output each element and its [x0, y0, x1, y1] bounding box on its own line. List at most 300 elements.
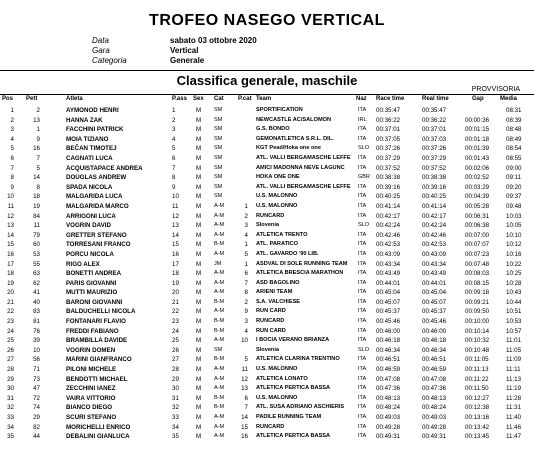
- cell-real-time: 00:36:22: [422, 116, 447, 124]
- cell-atleta: ARRIGONI LUCA: [66, 212, 116, 220]
- cell-cat: A-M: [214, 202, 225, 209]
- cell-real-time: 00:49:31: [422, 433, 447, 441]
- cell-pass: 12: [172, 212, 179, 220]
- cell-naz: ITA: [358, 164, 367, 171]
- cell-gap: 00:07:48: [465, 260, 490, 268]
- cell-sex: M: [196, 375, 202, 383]
- cell-cat: B-M: [214, 404, 225, 411]
- cell-sex: M: [196, 385, 202, 393]
- cell-gap: 00:10:48: [465, 346, 490, 354]
- cell-cat: B-M: [214, 394, 225, 401]
- cell-team: PADILE RUNNING TEAM: [256, 414, 322, 420]
- cell-real-time: 00:46:59: [422, 366, 447, 374]
- cell-sex: M: [196, 327, 202, 335]
- cell-race-time: 00:45:46: [376, 318, 401, 326]
- cell-real-time: 00:38:38: [422, 174, 447, 182]
- table-row: [0, 288, 534, 298]
- cell-media: 10:10: [506, 231, 522, 239]
- cell-media: 08:54: [506, 145, 522, 153]
- cell-pass: 6: [172, 154, 176, 162]
- cell-pass: 4: [172, 135, 176, 143]
- cell-gap: 00:07:23: [465, 250, 490, 258]
- cell-gap: 00:01:39: [465, 145, 490, 153]
- cell-real-time: 00:45:37: [422, 308, 447, 316]
- table-row: [0, 355, 534, 365]
- cell-gap: 00:11:05: [465, 356, 489, 364]
- cell-pass: 30: [172, 385, 179, 393]
- cell-race-time: 00:47:08: [376, 375, 401, 383]
- cell-media: 11:11: [506, 366, 521, 374]
- cell-atleta: TORRESANI FRANCO: [66, 241, 131, 249]
- cell-gap: 00:07:07: [465, 241, 490, 249]
- cell-naz: ITA: [358, 260, 367, 267]
- cell-pos: 34: [7, 423, 14, 431]
- cell-pass: 7: [172, 164, 176, 172]
- cell-gap: 00:11:50: [465, 385, 489, 393]
- cell-pos: 35: [7, 433, 14, 441]
- cell-pos: 5: [10, 145, 14, 153]
- cell-team: S.A. VALCHIESE: [256, 298, 301, 305]
- cell-sex: M: [196, 356, 202, 364]
- cell-sex: M: [196, 414, 202, 421]
- cell-gap: 00:05:28: [465, 202, 490, 210]
- cell-team: U.S. MALONNO: [256, 193, 298, 200]
- cell-race-time: 00:45:04: [376, 289, 401, 297]
- cell-gap: 00:06:38: [465, 222, 490, 230]
- cell-atleta: BALDUCHELLI NICOLA: [66, 308, 136, 316]
- cell-real-time: 00:43:49: [422, 270, 447, 278]
- cell-cat: A-M: [214, 414, 225, 420]
- meta-gara-value: Vertical: [170, 46, 199, 55]
- cell-race-time: 00:49:03: [376, 414, 401, 421]
- cell-pett: 55: [33, 260, 40, 268]
- cell-gap: 00:13:45: [465, 433, 490, 441]
- cell-naz: ITA: [358, 337, 367, 344]
- cell-race-time: 00:46:34: [376, 346, 401, 354]
- cell-media: 10:28: [506, 279, 522, 287]
- cell-race-time: 00:46:51: [376, 356, 401, 364]
- cell-pass: 27: [172, 356, 179, 364]
- cell-atleta: DEBALINI GIANLUCA: [66, 433, 130, 441]
- cell-cat: A-M: [214, 222, 225, 229]
- cell-cat: SM: [214, 346, 223, 353]
- cell-pcat: 9: [244, 308, 248, 316]
- meta-categoria-label: Categoria: [92, 56, 127, 65]
- cell-media: 10:05: [506, 222, 522, 230]
- cell-real-time: 00:46:18: [422, 337, 447, 345]
- cell-real-time: 00:48:24: [422, 404, 447, 412]
- cell-pett: 76: [33, 327, 40, 335]
- cell-pett: 60: [33, 241, 40, 249]
- cell-sex: M: [196, 164, 202, 172]
- cell-gap: 00:01:15: [465, 126, 490, 134]
- cell-pcat: 1: [244, 241, 248, 249]
- cell-atleta: PORCU NICOLA: [66, 250, 114, 258]
- cell-media: 11:05: [506, 346, 522, 354]
- meta-date-row: [92, 36, 257, 46]
- cell-pos: 4: [10, 135, 14, 143]
- cell-sex: M: [196, 433, 202, 441]
- cell-gap: 00:11:22: [465, 375, 489, 383]
- cell-pos: 16: [7, 250, 14, 258]
- cell-atleta: ACQUISTAPACE ANDREA: [66, 164, 143, 172]
- cell-real-time: 00:42:17: [422, 212, 447, 220]
- cell-pcat: 16: [241, 433, 248, 441]
- cell-gap: 00:13:42: [465, 423, 490, 431]
- table-row: [0, 279, 534, 289]
- cell-atleta: RIGO ALEX: [66, 260, 100, 268]
- cell-pos: 14: [7, 231, 14, 239]
- cell-naz: IRL: [358, 116, 367, 123]
- col-gap: Gap: [472, 96, 484, 102]
- cell-naz: ITA: [358, 135, 367, 142]
- cell-pass: 13: [172, 222, 179, 230]
- cell-naz: SLO: [358, 222, 370, 229]
- cell-pcat: 1: [244, 260, 248, 268]
- table-row: [0, 298, 534, 308]
- cell-sex: M: [196, 126, 202, 134]
- cell-pos: 24: [7, 327, 14, 335]
- cell-pett: 10: [33, 346, 40, 354]
- cell-pos: 8: [10, 174, 14, 182]
- cell-media: 09:11: [506, 174, 522, 182]
- cell-cat: SM: [214, 116, 223, 123]
- cell-cat: A-M: [214, 270, 225, 277]
- cell-pass: 20: [172, 289, 179, 297]
- cell-gap: 00:10:32: [465, 337, 490, 345]
- cell-atleta: CAGNATI LUCA: [66, 154, 113, 162]
- cell-pass: 26: [172, 346, 179, 354]
- cell-team: ATLETICA CLARINA TRENTINO: [256, 356, 340, 363]
- cell-team: RUNCARD: [256, 423, 285, 430]
- cell-pcat: 4: [244, 327, 248, 335]
- cell-pass: 34: [172, 423, 179, 431]
- cell-pos: 25: [7, 337, 14, 345]
- cell-naz: SLO: [358, 145, 370, 152]
- cell-team: RUNCARD: [256, 318, 285, 325]
- cell-team: KGT Pead/Hoka one one: [256, 145, 321, 152]
- cell-team: ASD BAGOLINO: [256, 279, 300, 286]
- cell-media: 09:48: [506, 202, 522, 210]
- cell-real-time: 00:42:53: [422, 241, 447, 249]
- cell-cat: A-M: [214, 250, 225, 257]
- cell-pett: 8: [36, 183, 40, 191]
- cell-cat: A-M: [214, 212, 225, 219]
- cell-cat: A-M: [214, 231, 225, 238]
- cell-naz: ITA: [358, 414, 367, 420]
- cell-pos: 10: [7, 193, 14, 201]
- cell-media: 10:22: [506, 260, 522, 268]
- cell-pett: 74: [33, 404, 40, 412]
- cell-atleta: GRETTER STEFANO: [66, 231, 127, 239]
- cell-sex: M: [196, 183, 202, 191]
- cell-sex: M: [196, 279, 202, 287]
- cell-cat: A-M: [214, 289, 225, 296]
- cell-atleta: SPADA NICOLA: [66, 183, 113, 191]
- meta-date-label: Data: [92, 36, 109, 45]
- cell-cat: SM: [214, 154, 223, 161]
- cell-sex: M: [196, 212, 202, 220]
- cell-naz: ITA: [358, 366, 367, 373]
- col-pass: P.ass: [172, 96, 187, 102]
- cell-pett: 73: [33, 375, 40, 383]
- cell-naz: ITA: [358, 423, 367, 430]
- cell-race-time: 00:46:00: [376, 327, 401, 335]
- cell-pass: 31: [172, 394, 179, 402]
- cell-real-time: 00:44:01: [422, 279, 447, 287]
- cell-team: U.S. MALONNO: [256, 202, 298, 209]
- cell-race-time: 00:44:01: [376, 279, 401, 287]
- table-row: [0, 212, 534, 222]
- cell-naz: ITA: [358, 289, 367, 296]
- cell-sex: M: [196, 337, 202, 345]
- cell-team: ATLETICA BRESCIA MARATHON: [256, 270, 344, 277]
- cell-real-time: 00:49:03: [422, 414, 447, 421]
- cell-pass: 11: [172, 202, 179, 210]
- cell-gap: 00:08:03: [465, 270, 490, 278]
- table-row: [0, 403, 534, 413]
- cell-atleta: BENDOTTI MICHAEL: [66, 375, 128, 383]
- cell-cat: B-M: [214, 318, 225, 325]
- cell-pett: 29: [33, 414, 40, 421]
- cell-sex: M: [196, 231, 202, 239]
- cell-pett: 56: [33, 356, 40, 364]
- cell-pass: 35: [172, 433, 179, 441]
- cell-pos: 20: [7, 289, 14, 297]
- cell-pcat: 3: [244, 318, 248, 326]
- cell-media: 10:16: [506, 250, 522, 258]
- cell-media: 08:49: [506, 135, 522, 143]
- cell-gap: 00:01:18: [465, 135, 490, 143]
- cell-naz: ITA: [358, 107, 367, 113]
- cell-sex: M: [196, 222, 202, 230]
- cell-real-time: 00:47:08: [422, 375, 447, 383]
- cell-pass: 10: [172, 193, 179, 201]
- cell-media: 10:43: [506, 289, 522, 297]
- cell-race-time: 00:47:36: [376, 385, 401, 393]
- cell-pett: 79: [33, 231, 40, 239]
- cell-team: ARIENI TEAM: [256, 289, 293, 296]
- cell-atleta: VOGRIN DOMEN: [66, 346, 116, 354]
- cell-gap: 00:08:15: [465, 279, 490, 287]
- cell-cat: SM: [214, 174, 223, 181]
- cell-team: ASDVAL DI SOLE RUNNING TEAM: [256, 260, 348, 267]
- cell-sex: M: [196, 346, 202, 354]
- cell-media: 10:51: [506, 308, 522, 316]
- cell-pett: 7: [36, 154, 40, 162]
- event-title: TROFEO NASEGO VERTICAL: [149, 12, 385, 29]
- cell-naz: ITA: [358, 385, 367, 392]
- cell-pcat: 12: [241, 375, 248, 383]
- table-row: [0, 269, 534, 279]
- cell-race-time: 00:49:31: [376, 433, 401, 441]
- cell-pcat: 7: [244, 404, 248, 412]
- cell-naz: ITA: [358, 394, 367, 401]
- table-row: [0, 164, 534, 174]
- cell-team: Slovenia: [256, 222, 280, 229]
- cell-cat: SM: [214, 126, 223, 133]
- cell-pos: 6: [10, 154, 14, 162]
- cell-pcat: 2: [244, 298, 248, 306]
- cell-real-time: 00:37:29: [422, 154, 447, 162]
- cell-pass: 5: [172, 145, 176, 153]
- cell-gap: 00:12:38: [465, 404, 490, 412]
- meta-gara-label: Gara: [92, 46, 110, 55]
- cell-pass: 17: [172, 260, 179, 268]
- cell-atleta: VOGRIN DAVID: [66, 222, 111, 230]
- cell-race-time: 00:41:14: [376, 202, 401, 210]
- cell-real-time: 00:45:04: [422, 289, 447, 297]
- cell-pcat: 3: [244, 222, 248, 230]
- cell-pett: 71: [33, 366, 40, 374]
- cell-pcat: 11: [241, 366, 248, 374]
- cell-media: 10:12: [506, 241, 522, 249]
- cell-pos: 15: [7, 241, 14, 249]
- table-row: [0, 202, 534, 212]
- cell-cat: A-M: [214, 385, 225, 392]
- divider-header: [0, 94, 534, 95]
- cell-pass: 8: [172, 174, 176, 182]
- cell-media: 09:20: [506, 183, 522, 191]
- cell-media: 08:31: [506, 107, 522, 114]
- cell-atleta: AYMONOD HENRI: [66, 107, 119, 114]
- cell-media: 10:03: [506, 212, 522, 220]
- col-pett: Pett: [26, 96, 38, 102]
- cell-race-time: 00:46:18: [376, 337, 401, 345]
- table-row: [0, 432, 534, 442]
- cell-naz: ITA: [358, 279, 367, 286]
- cell-team: G.S. BONDO: [256, 126, 290, 133]
- cell-pos: 32: [7, 404, 14, 412]
- cell-gap: 00:13:16: [465, 414, 490, 421]
- cell-pett: 53: [33, 250, 40, 258]
- cell-media: 10:53: [506, 318, 522, 326]
- cell-gap: 00:02:06: [465, 164, 490, 172]
- cell-gap: 00:10:14: [465, 327, 490, 335]
- cell-pett: 18: [33, 193, 40, 201]
- cell-pos: 12: [7, 212, 14, 220]
- cell-naz: ITA: [358, 193, 367, 200]
- cell-naz: ITA: [358, 183, 367, 190]
- cell-sex: M: [196, 135, 202, 143]
- table-row: [0, 135, 534, 145]
- cell-naz: ITA: [358, 433, 367, 440]
- cell-team: NEWCASTLE AC/SALOMON: [256, 116, 331, 123]
- table-row: [0, 221, 534, 231]
- cell-pass: 3: [172, 126, 176, 134]
- cell-media: 08:39: [506, 116, 522, 124]
- cell-race-time: 00:35:47: [376, 107, 401, 114]
- table-row: [0, 307, 534, 317]
- cell-real-time: 00:37:03: [422, 135, 447, 143]
- table-row: [0, 384, 534, 394]
- table-row: [0, 260, 534, 270]
- col-team: Team: [256, 96, 272, 102]
- table-row: [0, 365, 534, 375]
- cell-pett: 83: [33, 308, 40, 316]
- cell-pcat: 7: [244, 279, 248, 287]
- cell-race-time: 00:43:49: [376, 270, 401, 278]
- cell-sex: M: [196, 145, 202, 153]
- col-pcat: P.cat: [238, 96, 252, 102]
- cell-pcat: 8: [244, 289, 248, 297]
- cell-team: ATL. VALLI BERGAMASCHE LEFFE: [256, 183, 351, 190]
- cell-media: 11:28: [506, 394, 522, 402]
- cell-cat: SM: [214, 183, 223, 190]
- cell-real-time: 00:40:25: [422, 193, 447, 201]
- cell-real-time: 00:43:09: [422, 250, 447, 258]
- table-row: [0, 106, 534, 116]
- cell-naz: SLO: [358, 346, 370, 353]
- cell-naz: ITA: [358, 356, 367, 363]
- cell-pett: 81: [33, 318, 40, 326]
- cell-media: 11:40: [506, 414, 522, 421]
- cell-pcat: 10: [241, 337, 248, 345]
- cell-sex: M: [196, 394, 202, 402]
- cell-team: RUN CARD: [256, 308, 286, 315]
- cell-media: 11:47: [506, 433, 522, 441]
- table-row: [0, 336, 534, 346]
- cell-team: U.S. MALONNO: [256, 366, 298, 373]
- cell-team: GEMONATLETICA S.R.L. DIL.: [256, 135, 334, 142]
- table-row: [0, 231, 534, 241]
- cell-gap: 00:04:39: [465, 193, 490, 201]
- cell-real-time: 00:45:07: [422, 298, 447, 306]
- cell-real-time: 00:46:51: [422, 356, 447, 364]
- cell-atleta: ZECCHINI IANEZ: [66, 385, 116, 393]
- cell-pett: 14: [33, 174, 40, 182]
- cell-gap: 00:10:00: [465, 318, 490, 326]
- cell-real-time: 00:49:28: [422, 423, 447, 431]
- cell-pos: 9: [10, 183, 14, 191]
- cell-pos: 13: [7, 222, 14, 230]
- cell-sex: M: [196, 298, 202, 306]
- cell-atleta: FACCHINI PATRICK: [66, 126, 124, 134]
- table-row: [0, 375, 534, 385]
- cell-race-time: 00:38:38: [376, 174, 401, 182]
- cell-media: 10:44: [506, 298, 522, 306]
- cell-media: 10:25: [506, 270, 522, 278]
- cell-pos: 1: [10, 107, 14, 114]
- cell-pett: 62: [33, 279, 40, 287]
- meta-categoria-row: [92, 56, 257, 66]
- cell-pcat: 1: [244, 202, 248, 210]
- cell-sex: M: [196, 202, 202, 210]
- cell-cat: A-M: [214, 308, 225, 315]
- cell-pett: 19: [33, 202, 40, 210]
- cell-pett: 63: [33, 270, 40, 278]
- cell-real-time: 00:39:16: [422, 183, 447, 191]
- cell-race-time: 00:37:01: [376, 126, 401, 134]
- cell-pass: 21: [172, 298, 179, 306]
- cell-pass: 22: [172, 308, 179, 316]
- meta-gara-row: [92, 46, 257, 56]
- cell-pett: 1: [36, 126, 40, 134]
- cell-cat: A-M: [214, 279, 225, 286]
- cell-race-time: 00:42:46: [376, 231, 401, 239]
- cell-pos: 31: [7, 394, 14, 402]
- cell-pass: 23: [172, 318, 179, 326]
- cell-real-time: 00:42:46: [422, 231, 447, 239]
- cell-race-time: 00:37:05: [376, 135, 401, 143]
- cell-sex: M: [196, 308, 202, 316]
- cell-cat: SM: [214, 107, 223, 113]
- cell-cat: A-M: [214, 337, 225, 344]
- cell-pos: 21: [7, 298, 14, 306]
- cell-real-time: 00:43:34: [422, 260, 447, 268]
- cell-pcat: 14: [241, 414, 248, 421]
- cell-pett: 47: [33, 385, 40, 393]
